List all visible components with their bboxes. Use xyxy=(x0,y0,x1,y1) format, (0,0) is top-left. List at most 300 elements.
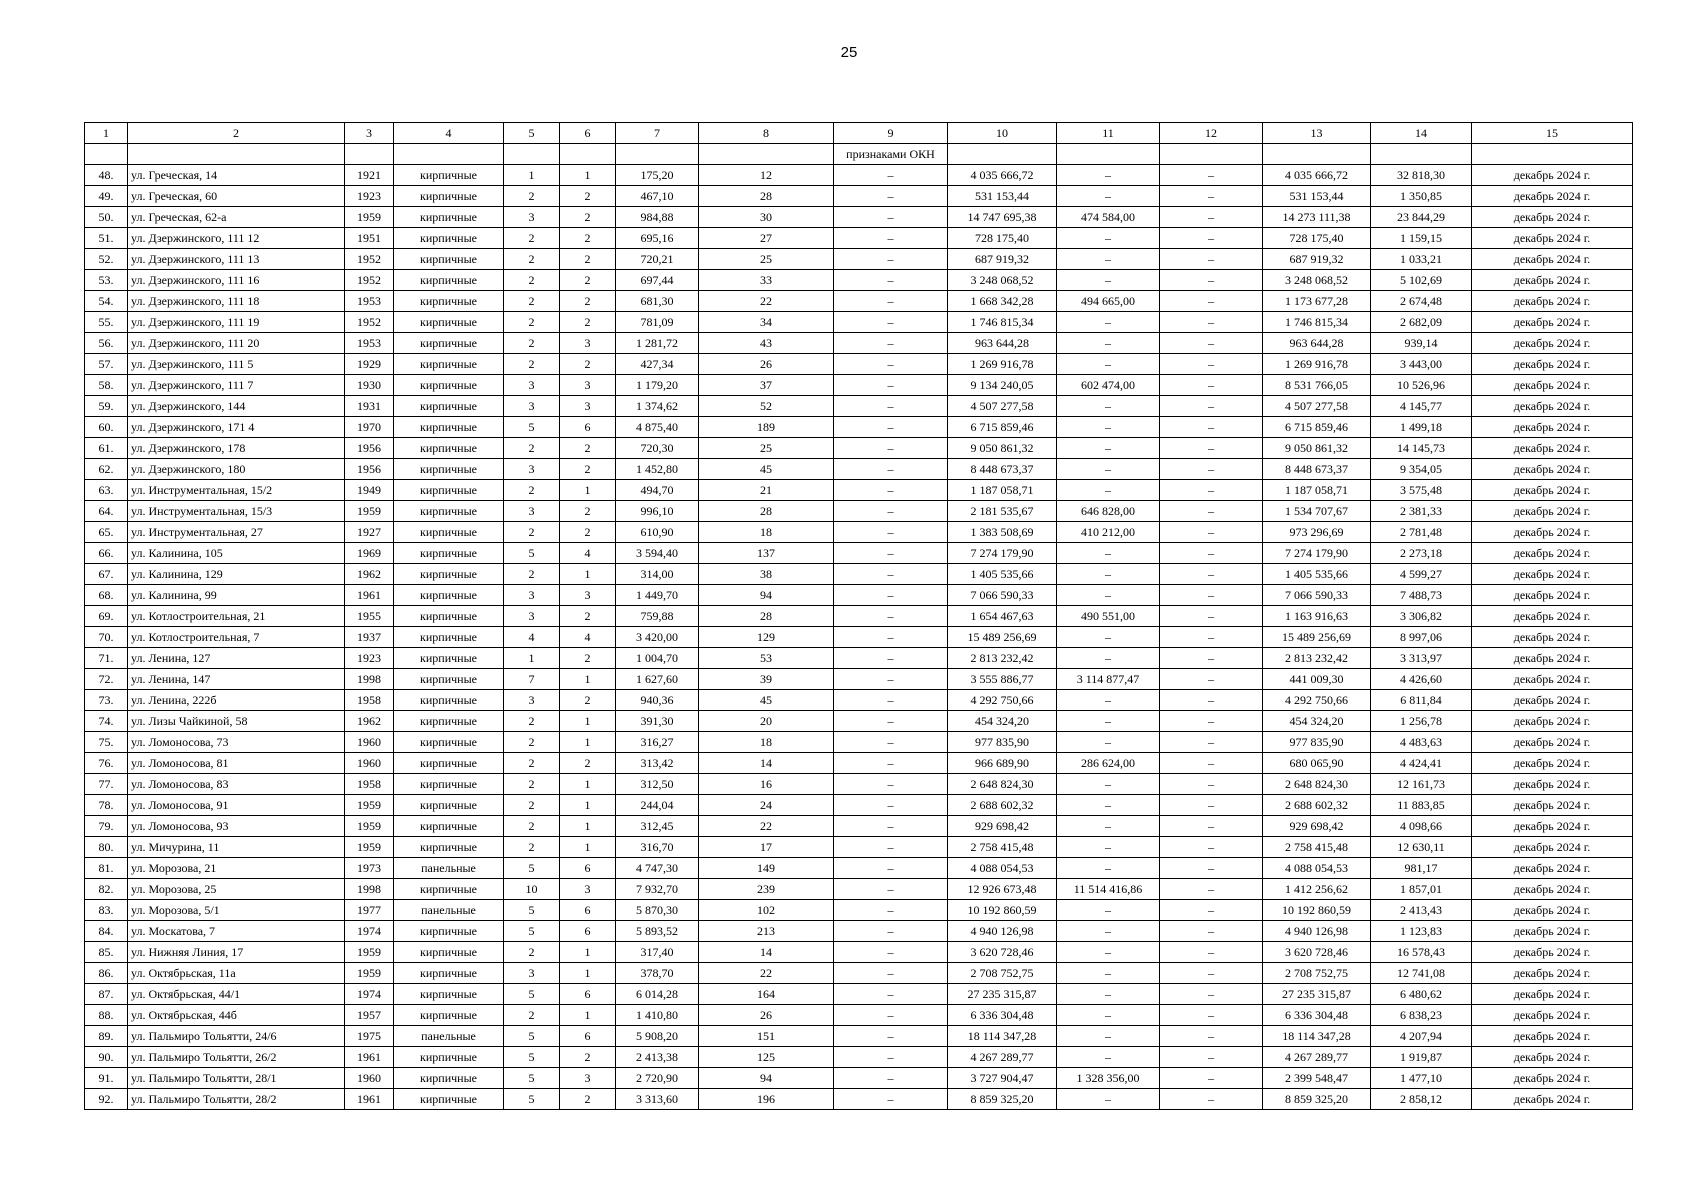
table-cell: 65. xyxy=(85,522,128,543)
table-cell: ул. Ломоносова, 91 xyxy=(128,795,345,816)
table-cell: – xyxy=(1160,585,1263,606)
table-cell: 312,45 xyxy=(616,816,699,837)
table-cell xyxy=(616,144,699,165)
table-cell: 4 940 126,98 xyxy=(948,921,1057,942)
table-cell: 4 035 666,72 xyxy=(948,165,1057,186)
table-cell: 1 452,80 xyxy=(616,459,699,480)
table-cell: 26 xyxy=(699,354,834,375)
table-row xyxy=(85,1068,1633,1089)
table-cell: 531 153,44 xyxy=(948,186,1057,207)
table-cell: 680 065,90 xyxy=(1263,753,1371,774)
table-cell: – xyxy=(1057,711,1160,732)
table-cell: 7 xyxy=(616,123,699,144)
table-cell: декабрь 2024 г. xyxy=(1472,354,1633,375)
table-cell: ул. Калинина, 99 xyxy=(128,585,345,606)
table-cell: 28 xyxy=(699,606,834,627)
table-cell: 8 448 673,37 xyxy=(1263,459,1371,480)
table-cell: – xyxy=(1160,354,1263,375)
table-cell: ул. Москатова, 7 xyxy=(128,921,345,942)
table-cell: 2 381,33 xyxy=(1371,501,1472,522)
table-cell: 4 088 054,53 xyxy=(948,858,1057,879)
table-cell: 102 xyxy=(699,900,834,921)
table-cell: кирпичные xyxy=(394,921,504,942)
table-cell: – xyxy=(1160,186,1263,207)
table-cell: 43 xyxy=(699,333,834,354)
table-cell: 10 xyxy=(948,123,1057,144)
table-cell: декабрь 2024 г. xyxy=(1472,480,1633,501)
table-cell: ул. Морозова, 25 xyxy=(128,879,345,900)
table-cell: 49. xyxy=(85,186,128,207)
table-cell: – xyxy=(1057,942,1160,963)
table-cell: – xyxy=(1160,753,1263,774)
table-cell: 966 689,90 xyxy=(948,753,1057,774)
table-cell: 78. xyxy=(85,795,128,816)
table-cell: 2 xyxy=(560,606,616,627)
table-cell: 454 324,20 xyxy=(1263,711,1371,732)
table-cell: – xyxy=(1057,1089,1160,1110)
table-cell: 1931 xyxy=(345,396,394,417)
table-cell: – xyxy=(1057,1026,1160,1047)
table-cell: кирпичные xyxy=(394,627,504,648)
table-cell: 85. xyxy=(85,942,128,963)
table-row xyxy=(85,564,1633,585)
table-cell: – xyxy=(1057,438,1160,459)
table-cell: 3 xyxy=(504,375,560,396)
table-cell: 1 405 535,66 xyxy=(948,564,1057,585)
table-cell: 1 123,83 xyxy=(1371,921,1472,942)
table-cell: 15 489 256,69 xyxy=(1263,627,1371,648)
table-cell: кирпичные xyxy=(394,543,504,564)
table-cell: 2 xyxy=(560,501,616,522)
table-cell: – xyxy=(834,690,948,711)
table-cell: 57. xyxy=(85,354,128,375)
table-cell: 7 274 179,90 xyxy=(1263,543,1371,564)
table-cell: 1 449,70 xyxy=(616,585,699,606)
table-cell: 13 xyxy=(1263,123,1371,144)
table-cell: 1 350,85 xyxy=(1371,186,1472,207)
table-cell: – xyxy=(1160,270,1263,291)
table-cell: 10 xyxy=(504,879,560,900)
table-cell: 681,30 xyxy=(616,291,699,312)
table-cell: 16 578,43 xyxy=(1371,942,1472,963)
table-cell: 3 313,60 xyxy=(616,1089,699,1110)
table-cell: 4 035 666,72 xyxy=(1263,165,1371,186)
table-cell: 312,50 xyxy=(616,774,699,795)
table-cell: 51. xyxy=(85,228,128,249)
table-cell: 12 741,08 xyxy=(1371,963,1472,984)
table-cell: 25 xyxy=(699,249,834,270)
table-cell: ул. Дзержинского, 111 18 xyxy=(128,291,345,312)
table-cell: 21 xyxy=(699,480,834,501)
table-cell: 1 xyxy=(560,711,616,732)
table-cell: ул. Ломоносова, 83 xyxy=(128,774,345,795)
table-cell: 81. xyxy=(85,858,128,879)
table-cell: 1959 xyxy=(345,963,394,984)
table-cell: 4 507 277,58 xyxy=(948,396,1057,417)
table-cell: – xyxy=(1057,585,1160,606)
table-row xyxy=(85,648,1633,669)
table-cell: 2 xyxy=(560,291,616,312)
table-cell: 378,70 xyxy=(616,963,699,984)
table-cell: – xyxy=(1160,438,1263,459)
table-row xyxy=(85,207,1633,228)
table-cell: – xyxy=(1057,396,1160,417)
table-cell xyxy=(504,144,560,165)
table-cell: – xyxy=(834,501,948,522)
table-cell: декабрь 2024 г. xyxy=(1472,165,1633,186)
table-cell: кирпичные xyxy=(394,396,504,417)
table-cell: 32 818,30 xyxy=(1371,165,1472,186)
table-cell xyxy=(128,144,345,165)
table-cell: 2 xyxy=(560,186,616,207)
table-cell: 781,09 xyxy=(616,312,699,333)
table-cell: 77. xyxy=(85,774,128,795)
table-cell: – xyxy=(1160,480,1263,501)
table-cell: 2 674,48 xyxy=(1371,291,1472,312)
table-cell: 5 xyxy=(504,123,560,144)
table-cell: декабрь 2024 г. xyxy=(1472,564,1633,585)
table-cell: 3 xyxy=(504,459,560,480)
table-cell: 3 xyxy=(504,690,560,711)
table-cell: 83. xyxy=(85,900,128,921)
table-cell: 1949 xyxy=(345,480,394,501)
table-cell: ул. Греческая, 14 xyxy=(128,165,345,186)
table-cell: 3 xyxy=(560,396,616,417)
table-cell: 1 383 508,69 xyxy=(948,522,1057,543)
table-cell: – xyxy=(834,795,948,816)
table-cell: 314,00 xyxy=(616,564,699,585)
table-cell: 10 526,96 xyxy=(1371,375,1472,396)
table-cell: 602 474,00 xyxy=(1057,375,1160,396)
table-row xyxy=(85,543,1633,564)
table-cell: 2 648 824,30 xyxy=(1263,774,1371,795)
table-row xyxy=(85,921,1633,942)
table-cell: 2 399 548,47 xyxy=(1263,1068,1371,1089)
table-cell: – xyxy=(1057,732,1160,753)
table-cell: – xyxy=(1160,228,1263,249)
table-cell: – xyxy=(1160,333,1263,354)
table-cell: 60. xyxy=(85,417,128,438)
table-cell: кирпичные xyxy=(394,354,504,375)
table-cell: кирпичные xyxy=(394,312,504,333)
table-cell: кирпичные xyxy=(394,711,504,732)
table-cell: декабрь 2024 г. xyxy=(1472,522,1633,543)
table-cell: 4 940 126,98 xyxy=(1263,921,1371,942)
table-cell: – xyxy=(1160,1005,1263,1026)
table-cell: ул. Дзержинского, 144 xyxy=(128,396,345,417)
table-cell: – xyxy=(1160,522,1263,543)
table-cell xyxy=(1472,144,1633,165)
table-cell: 1 xyxy=(85,123,128,144)
table-cell: 1962 xyxy=(345,564,394,585)
table-cell: – xyxy=(834,333,948,354)
table-cell: 3 xyxy=(560,879,616,900)
table-cell: 3 xyxy=(560,333,616,354)
table-cell: 3 xyxy=(560,1068,616,1089)
table-cell: 996,10 xyxy=(616,501,699,522)
table-cell: 2 xyxy=(560,207,616,228)
table-cell: кирпичные xyxy=(394,795,504,816)
table-cell: ул. Пальмиро Тольятти, 24/6 xyxy=(128,1026,345,1047)
table-cell: 22 xyxy=(699,291,834,312)
table-cell: 2 xyxy=(504,753,560,774)
table-cell: 82. xyxy=(85,879,128,900)
table-cell: ул. Инструментальная, 15/2 xyxy=(128,480,345,501)
table-cell: 1 xyxy=(560,564,616,585)
table-cell: 4 747,30 xyxy=(616,858,699,879)
table-cell: 11 xyxy=(1057,123,1160,144)
table-cell: кирпичные xyxy=(394,669,504,690)
table-cell: 490 551,00 xyxy=(1057,606,1160,627)
table-cell: 1 xyxy=(504,165,560,186)
table-cell: – xyxy=(834,942,948,963)
table-cell: – xyxy=(1057,921,1160,942)
table-cell: 2 xyxy=(504,354,560,375)
table-cell: 2 xyxy=(560,1089,616,1110)
table-cell: 137 xyxy=(699,543,834,564)
table-cell: – xyxy=(1057,837,1160,858)
table-cell: кирпичные xyxy=(394,459,504,480)
table-cell: – xyxy=(1160,417,1263,438)
table-cell: – xyxy=(834,270,948,291)
table-cell: 9 354,05 xyxy=(1371,459,1472,480)
table-cell: 1 xyxy=(560,669,616,690)
table-cell: 1973 xyxy=(345,858,394,879)
table-cell: кирпичные xyxy=(394,564,504,585)
table-cell: 62. xyxy=(85,459,128,480)
table-cell: 6 715 859,46 xyxy=(1263,417,1371,438)
table-cell: 981,17 xyxy=(1371,858,1472,879)
table-cell: 1 534 707,67 xyxy=(1263,501,1371,522)
table-cell: 2 413,38 xyxy=(616,1047,699,1068)
table-cell: 14 273 111,38 xyxy=(1263,207,1371,228)
table-cell: 4 098,66 xyxy=(1371,816,1472,837)
table-cell xyxy=(1160,144,1263,165)
table-cell: ул. Калинина, 105 xyxy=(128,543,345,564)
table-cell: 1930 xyxy=(345,375,394,396)
table-cell: 4 145,77 xyxy=(1371,396,1472,417)
header-row xyxy=(85,123,1633,144)
table-cell: декабрь 2024 г. xyxy=(1472,543,1633,564)
table-cell: – xyxy=(834,186,948,207)
table-cell: ул. Пальмиро Тольятти, 26/2 xyxy=(128,1047,345,1068)
table-cell: 410 212,00 xyxy=(1057,522,1160,543)
table-cell: 5 102,69 xyxy=(1371,270,1472,291)
table-cell: ул. Дзержинского, 111 7 xyxy=(128,375,345,396)
table-cell: – xyxy=(834,984,948,1005)
table-cell: кирпичные xyxy=(394,732,504,753)
table-cell: – xyxy=(834,669,948,690)
table-cell: панельные xyxy=(394,1026,504,1047)
table-cell: 1 374,62 xyxy=(616,396,699,417)
table-cell: – xyxy=(834,1047,948,1068)
table-cell: декабрь 2024 г. xyxy=(1472,228,1633,249)
table-cell: 69. xyxy=(85,606,128,627)
table-row xyxy=(85,1047,1633,1068)
table-cell: 316,70 xyxy=(616,837,699,858)
table-cell: 28 xyxy=(699,501,834,522)
table-cell: 244,04 xyxy=(616,795,699,816)
table-cell: 25 xyxy=(699,438,834,459)
table-cell: декабрь 2024 г. xyxy=(1472,690,1633,711)
table-cell xyxy=(394,144,504,165)
table-cell: декабрь 2024 г. xyxy=(1472,186,1633,207)
table-cell: кирпичные xyxy=(394,270,504,291)
table-cell: 52 xyxy=(699,396,834,417)
table-cell: – xyxy=(1160,648,1263,669)
table-cell: 2 708 752,75 xyxy=(1263,963,1371,984)
table-cell: 1956 xyxy=(345,438,394,459)
table-cell: – xyxy=(834,753,948,774)
table-cell: 20 xyxy=(699,711,834,732)
table-cell: 1 xyxy=(560,165,616,186)
table-cell: 2 xyxy=(504,1005,560,1026)
table-cell: – xyxy=(834,816,948,837)
table-cell: 2 xyxy=(504,228,560,249)
table-cell: 94 xyxy=(699,1068,834,1089)
table-cell: 2 xyxy=(560,1047,616,1068)
table-cell: 1970 xyxy=(345,417,394,438)
table-cell: 1 xyxy=(504,648,560,669)
table-cell: 9 134 240,05 xyxy=(948,375,1057,396)
table-cell: 1977 xyxy=(345,900,394,921)
table-cell: 9 050 861,32 xyxy=(948,438,1057,459)
table-cell: 2 xyxy=(504,480,560,501)
table-cell: – xyxy=(1057,1047,1160,1068)
table-cell: 2 xyxy=(504,249,560,270)
table-cell: 17 xyxy=(699,837,834,858)
table-cell: декабрь 2024 г. xyxy=(1472,732,1633,753)
table-cell: – xyxy=(1057,165,1160,186)
table-row xyxy=(85,606,1633,627)
table-cell: 687 919,32 xyxy=(948,249,1057,270)
table-cell: декабрь 2024 г. xyxy=(1472,459,1633,480)
table-cell: – xyxy=(1057,270,1160,291)
table-cell: 3 xyxy=(504,606,560,627)
table-cell: 6 838,23 xyxy=(1371,1005,1472,1026)
table-cell: – xyxy=(1160,669,1263,690)
table-cell: ул. Дзержинского, 180 xyxy=(128,459,345,480)
table-cell: – xyxy=(1160,858,1263,879)
table-cell: – xyxy=(1057,816,1160,837)
table-row xyxy=(85,1089,1633,1110)
table-cell: 45 xyxy=(699,459,834,480)
table-row xyxy=(85,858,1633,879)
table-cell: 1998 xyxy=(345,669,394,690)
table-row xyxy=(85,585,1633,606)
table-cell: 10 192 860,59 xyxy=(1263,900,1371,921)
table-cell: – xyxy=(834,648,948,669)
table-row xyxy=(85,942,1633,963)
table-cell xyxy=(85,144,128,165)
table-cell: 8 xyxy=(699,123,834,144)
table-cell: 5 xyxy=(504,921,560,942)
table-cell: декабрь 2024 г. xyxy=(1472,942,1633,963)
table-cell: декабрь 2024 г. xyxy=(1472,396,1633,417)
table-cell: 64. xyxy=(85,501,128,522)
table-cell: 125 xyxy=(699,1047,834,1068)
table-cell: декабрь 2024 г. xyxy=(1472,1005,1633,1026)
table-cell: ул. Нижняя Линия, 17 xyxy=(128,942,345,963)
table-cell: – xyxy=(834,564,948,585)
table-cell: 14 747 695,38 xyxy=(948,207,1057,228)
table-cell: 1 410,80 xyxy=(616,1005,699,1026)
table-cell: – xyxy=(1160,165,1263,186)
table-cell: 3 xyxy=(560,585,616,606)
table-cell: ул. Котлостроительная, 7 xyxy=(128,627,345,648)
table-cell: декабрь 2024 г. xyxy=(1472,375,1633,396)
table-cell: – xyxy=(834,375,948,396)
table-cell: ул. Котлостроительная, 21 xyxy=(128,606,345,627)
table-cell: ул. Дзержинского, 111 5 xyxy=(128,354,345,375)
table-cell: 3 620 728,46 xyxy=(948,942,1057,963)
table-cell: ул. Морозова, 21 xyxy=(128,858,345,879)
table-row xyxy=(85,522,1633,543)
table-cell: – xyxy=(1057,984,1160,1005)
table-cell: – xyxy=(1160,774,1263,795)
table-cell: декабрь 2024 г. xyxy=(1472,921,1633,942)
table-cell: кирпичные xyxy=(394,606,504,627)
table-row xyxy=(85,900,1633,921)
table-cell: кирпичные xyxy=(394,585,504,606)
table-cell: 1 281,72 xyxy=(616,333,699,354)
table-cell: – xyxy=(834,858,948,879)
table-cell xyxy=(699,144,834,165)
table-cell: 1962 xyxy=(345,711,394,732)
table-cell: ул. Инструментальная, 15/3 xyxy=(128,501,345,522)
table-cell: – xyxy=(1160,501,1263,522)
table-cell: 164 xyxy=(699,984,834,1005)
table-cell: 720,30 xyxy=(616,438,699,459)
table-cell: 2 xyxy=(504,732,560,753)
table-cell: 1957 xyxy=(345,1005,394,1026)
table-cell: 4 426,60 xyxy=(1371,669,1472,690)
table-cell: – xyxy=(834,249,948,270)
table-cell: 11 883,85 xyxy=(1371,795,1472,816)
table-cell: 3 xyxy=(504,396,560,417)
table-cell: 977 835,90 xyxy=(1263,732,1371,753)
table-cell: кирпичные xyxy=(394,1047,504,1068)
table-cell: 4 292 750,66 xyxy=(948,690,1057,711)
table-cell: 929 698,42 xyxy=(948,816,1057,837)
table-cell: кирпичные xyxy=(394,753,504,774)
table-cell: декабрь 2024 г. xyxy=(1472,585,1633,606)
table-cell: – xyxy=(1160,984,1263,1005)
table-cell: 1 xyxy=(560,942,616,963)
table-cell: 3 248 068,52 xyxy=(1263,270,1371,291)
table-cell: 6 xyxy=(560,858,616,879)
table-cell: 7 932,70 xyxy=(616,879,699,900)
table-cell: 474 584,00 xyxy=(1057,207,1160,228)
table-cell: ул. Дзержинского, 171 4 xyxy=(128,417,345,438)
table-cell: – xyxy=(834,711,948,732)
table-cell: 2 758 415,48 xyxy=(948,837,1057,858)
table-cell: 4 267 289,77 xyxy=(1263,1047,1371,1068)
table-cell: 695,16 xyxy=(616,228,699,249)
table-row xyxy=(85,333,1633,354)
table-cell: декабрь 2024 г. xyxy=(1472,333,1633,354)
table-cell: 2 273,18 xyxy=(1371,543,1472,564)
table-cell: 1956 xyxy=(345,459,394,480)
table-cell: декабрь 2024 г. xyxy=(1472,858,1633,879)
table-cell: кирпичные xyxy=(394,1068,504,1089)
table-cell: 6 336 304,48 xyxy=(1263,1005,1371,1026)
table-cell: 1975 xyxy=(345,1026,394,1047)
table-cell: 39 xyxy=(699,669,834,690)
table-cell: 759,88 xyxy=(616,606,699,627)
table-cell: 6 xyxy=(560,900,616,921)
table-cell: – xyxy=(834,1068,948,1089)
